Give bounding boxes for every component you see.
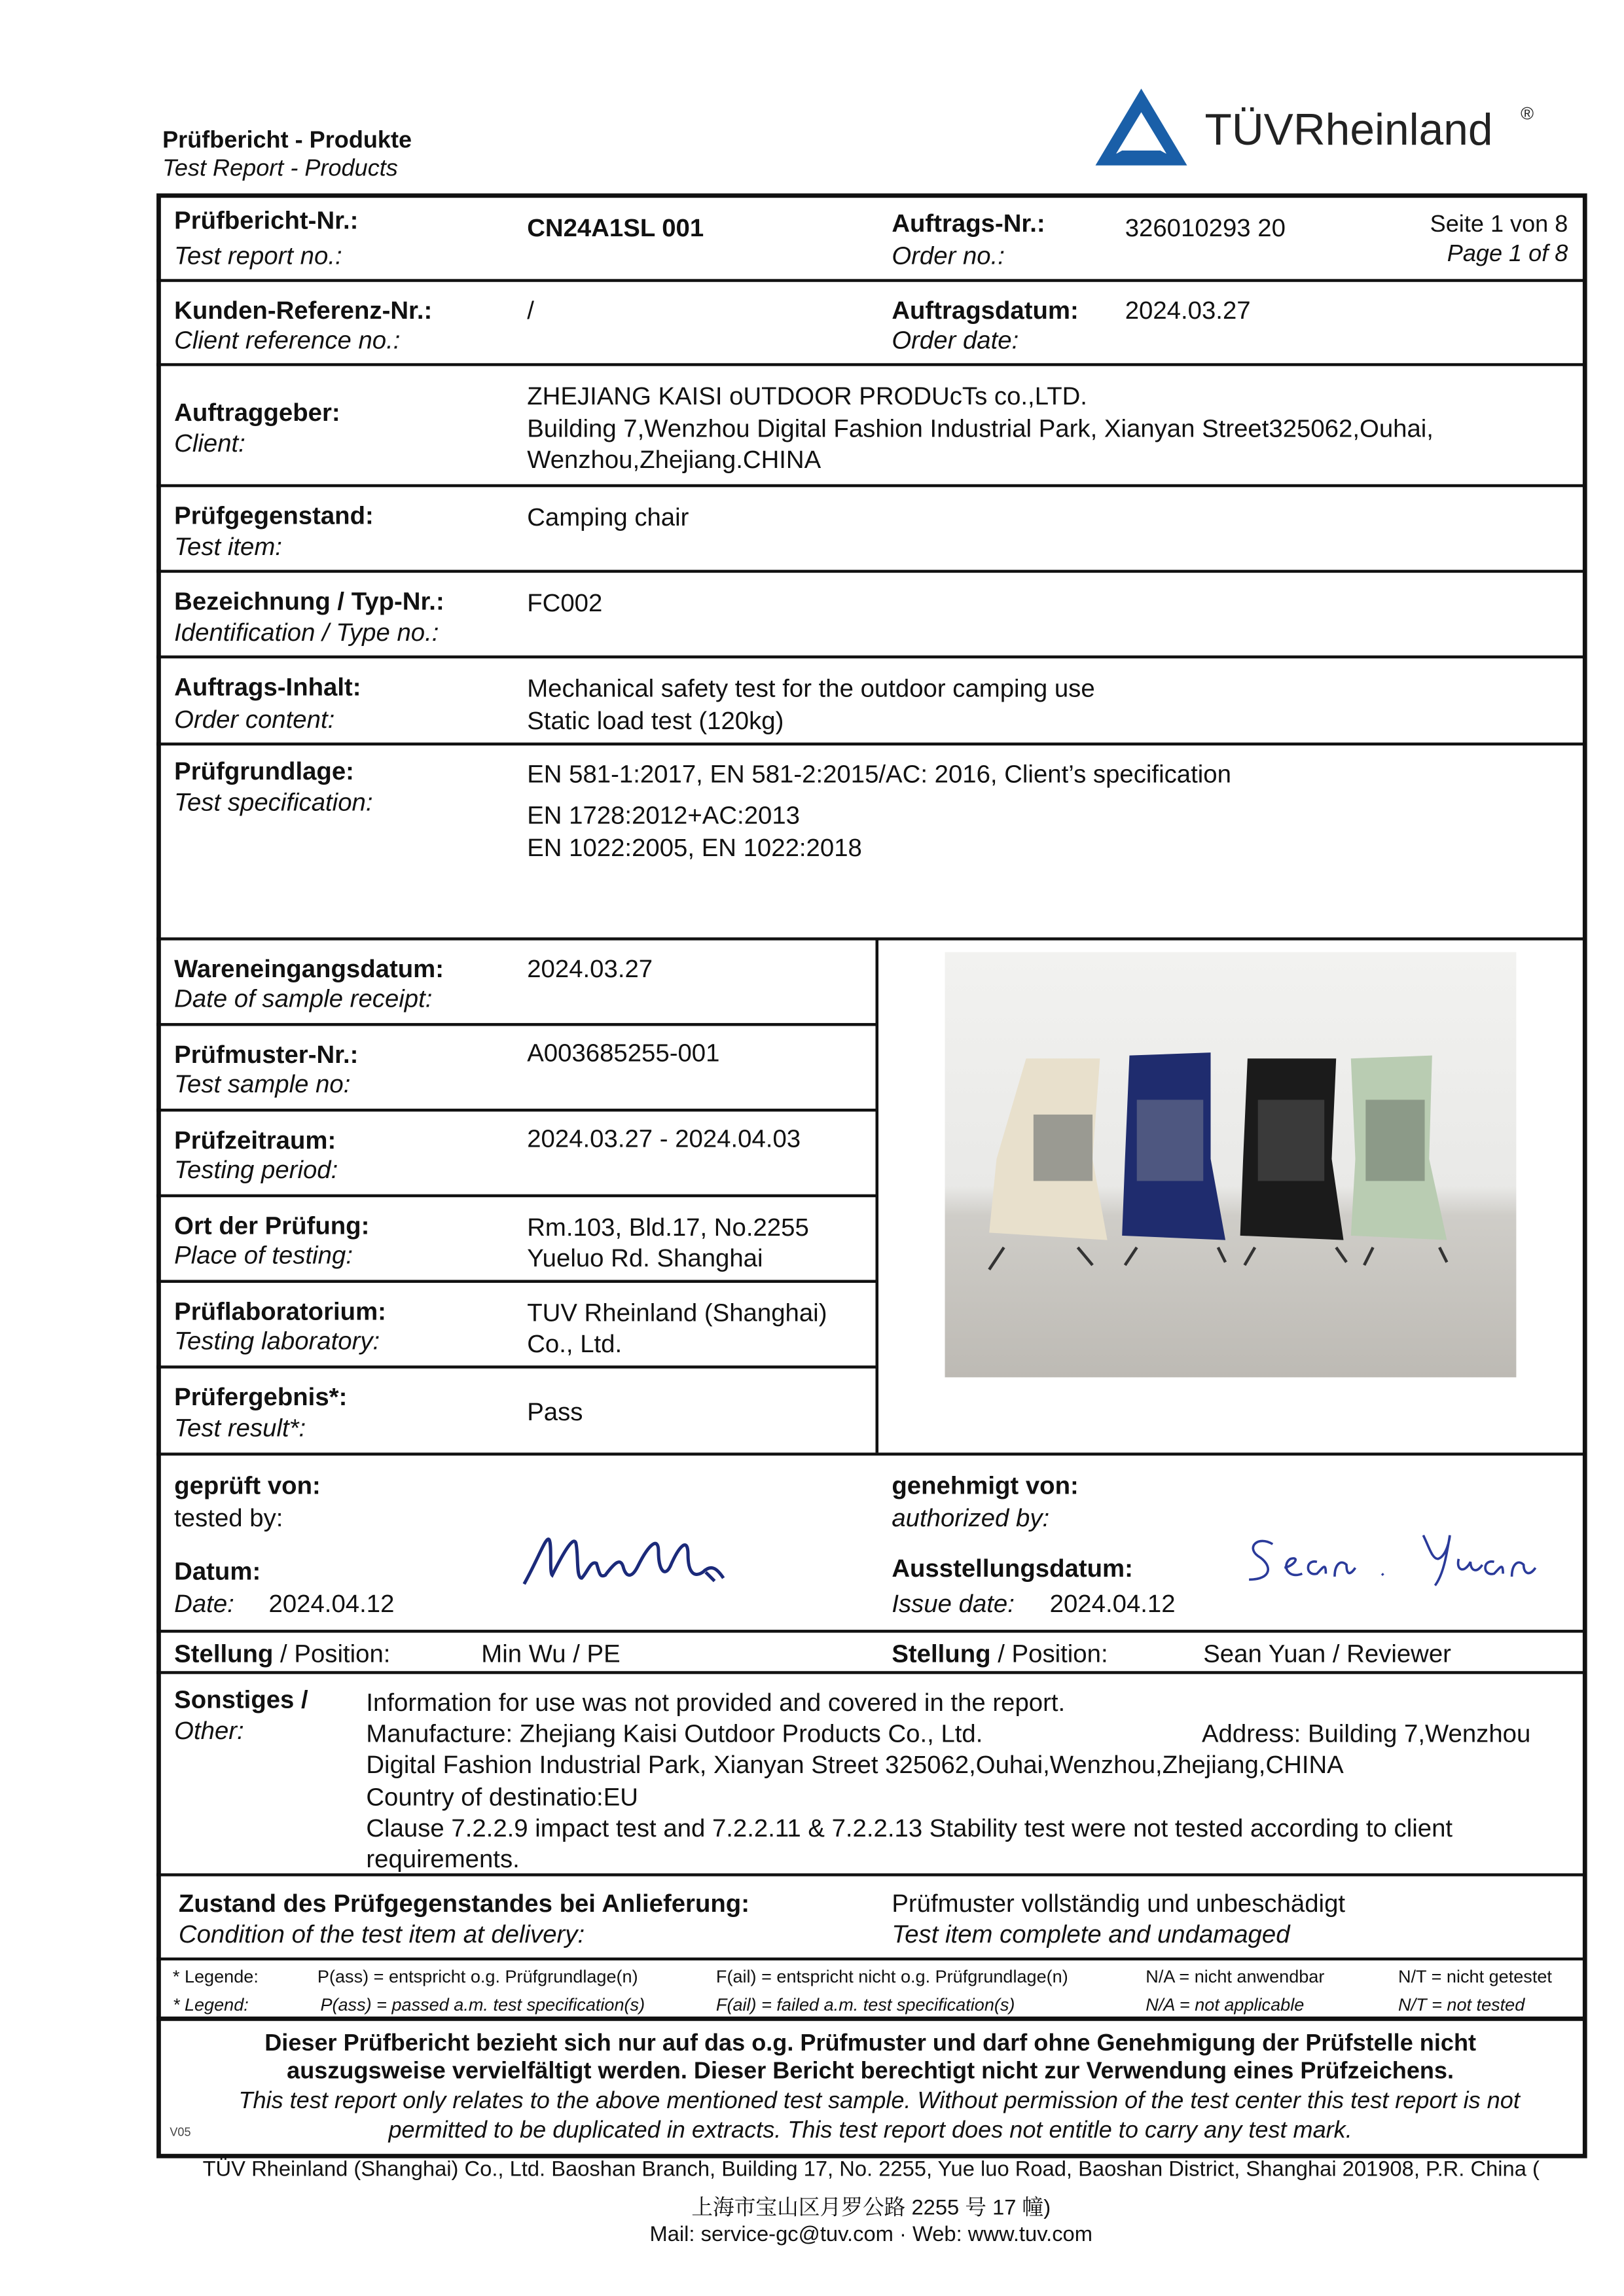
receipt-value: 2024.03.27 xyxy=(527,955,653,984)
result-value: Pass xyxy=(527,1397,583,1426)
lab-label-en: Testing laboratory: xyxy=(174,1327,380,1355)
other-address-part: Address: Building 7,Wenzhou xyxy=(1201,1719,1531,1748)
order-date-value: 2024.03.27 xyxy=(1125,296,1251,325)
date-value: 2024.04.12 xyxy=(268,1590,395,1619)
position-label-en: / Position: xyxy=(990,1640,1108,1668)
client-label-de: Auftraggeber: xyxy=(174,398,340,427)
footer-contact: Mail: service-gc@tuv.com · Web: www.tuv.com xyxy=(649,2223,1092,2247)
position-label-en: / Position: xyxy=(273,1640,391,1668)
test-item-value: Camping chair xyxy=(527,503,689,531)
camping-chairs-image xyxy=(945,952,1517,1378)
reviewer-signature xyxy=(1240,1524,1543,1594)
condition-value-de: Prüfmuster vollständig und unbeschädigt xyxy=(892,1890,1346,1918)
other-line-1: Information for use was not provided and covered in the report. xyxy=(366,1689,1066,1717)
legend-pass-en: P(ass) = passed a.m. test specification(s) xyxy=(320,1994,645,2015)
order-content-line-2: Static load test (120kg) xyxy=(527,707,784,736)
version-label: V05 xyxy=(170,2125,191,2140)
type-no-label-en: Identification / Type no.: xyxy=(174,619,439,647)
legend-fail-de: F(ail) = entspricht nicht o.g. Prüfgrundlage(n) xyxy=(715,1966,1068,1987)
logo-registered: ® xyxy=(1521,103,1534,124)
issue-date-label-de: Ausstellungsdatum: xyxy=(892,1554,1133,1583)
condition-value-en: Test item complete and undamaged xyxy=(892,1920,1290,1949)
result-label-de: Prüfergebnis*: xyxy=(174,1383,348,1412)
page-number-en: Page 1 of 8 xyxy=(1447,242,1568,268)
tester-position-label xyxy=(174,1639,390,1670)
order-date-label-de: Auftragsdatum: xyxy=(892,296,1079,325)
lab-line-1: TUV Rheinland (Shanghai) xyxy=(527,1299,827,1327)
legend-nt-de: N/T = nicht getestet xyxy=(1398,1966,1552,1987)
tested-by-label-en: tested by: xyxy=(174,1504,283,1533)
period-label-de: Prüfzeitraum: xyxy=(174,1126,336,1155)
tester-position-value: Min Wu / PE xyxy=(481,1640,621,1668)
sample-no-label-de: Prüfmuster-Nr.: xyxy=(174,1041,359,1069)
sample-no-value: A003685255-001 xyxy=(527,1039,720,1067)
footer-address-cn: 上海市宝山区月罗公路 2255 号 17 幢) xyxy=(691,2197,1051,2221)
legend-fail-en: F(ail) = failed a.m. test specification(s) xyxy=(715,1994,1015,2015)
other-label-en: Other: xyxy=(174,1717,244,1746)
legend-title-en: * Legend: xyxy=(172,1994,249,2015)
order-content-line-1: Mechanical safety test for the outdoor camping use xyxy=(527,674,1095,703)
lab-label-de: Prüflaboratorium: xyxy=(174,1297,386,1326)
disclaimer-de-1: Dieser Prüfbericht bezieht sich nur auf das o.g. Prüfmuster und darf ohne Genehmigung der Prüfstelle nicht xyxy=(264,2031,1477,2056)
position-label-de: Stellung xyxy=(174,1640,274,1668)
test-spec-line-2: EN 1728:2012+AC:2013 xyxy=(527,801,801,830)
disclaimer-en-1: This test report only relates to the above mentioned test sample. Without permission of the test center this test report is not xyxy=(238,2089,1520,2114)
tuv-triangle-icon xyxy=(1092,86,1190,168)
authorized-by-label-de: genehmigt von: xyxy=(892,1471,1079,1500)
report-no-value: CN24A1SL 001 xyxy=(527,214,704,242)
legend-nt-en: N/T = not tested xyxy=(1398,1994,1525,2015)
condition-label-en: Condition of the test item at delivery: xyxy=(178,1920,585,1949)
order-no-label-en: Order no.: xyxy=(892,242,1005,270)
authorized-by-label-en: authorized by: xyxy=(892,1504,1050,1533)
order-no-value: 326010293 20 xyxy=(1125,214,1286,242)
test-spec-label-en: Test specification: xyxy=(174,788,373,817)
order-no-label-de: Auftrags-Nr.: xyxy=(892,209,1045,238)
report-no-label-en: Test report no.: xyxy=(174,242,342,270)
legend-title-de: * Legende: xyxy=(172,1966,259,1987)
client-ref-label-de: Kunden-Referenz-Nr.: xyxy=(174,296,433,325)
page-number-de: Seite 1 von 8 xyxy=(1430,212,1568,238)
reviewer-position-label xyxy=(892,1639,1108,1670)
legend-na-en: N/A = not applicable xyxy=(1146,1994,1305,2015)
other-line-4: Country of destinatio:EU xyxy=(366,1783,638,1812)
footer-address: TÜV Rheinland (Shanghai) Co., Ltd. Baoshan Branch, Building 17, No. 2255, Yue luo Road, Baoshan District, Shanghai 201908, P.R. China ( xyxy=(202,2158,1540,2182)
sample-no-label-en: Test sample no: xyxy=(174,1070,351,1099)
test-spec-line-1: EN 581-1:2017, EN 581-2:2015/AC: 2016, Client’s specification xyxy=(527,760,1231,789)
date-label-de: Datum: xyxy=(174,1557,261,1586)
sample-photo xyxy=(945,952,1517,1378)
disclaimer-en-2: permitted to be duplicated in extracts. This test report does not entitle to carry any test mark. xyxy=(388,2118,1352,2144)
lab-line-2: Co., Ltd. xyxy=(527,1330,623,1359)
place-label-en: Place of testing: xyxy=(174,1241,353,1270)
order-content-label-en: Order content: xyxy=(174,706,335,734)
tested-by-label-de: geprüft von: xyxy=(174,1471,321,1500)
reviewer-position-value: Sean Yuan / Reviewer xyxy=(1203,1640,1451,1668)
test-spec-label-de: Prüfgrundlage: xyxy=(174,757,354,785)
report-no-label-de: Prüfbericht-Nr.: xyxy=(174,206,359,235)
other-line-2: Manufacture: Zhejiang Kaisi Outdoor Products Co., Ltd. xyxy=(366,1719,983,1748)
place-line-1: Rm.103, Bld.17, No.2255 xyxy=(527,1213,809,1242)
client-ref-value: / xyxy=(527,296,534,325)
other-label-de: Sonstiges / xyxy=(174,1685,308,1714)
client-name: ZHEJIANG KAISI oUTDOOR PRODUcTs co.,LTD. xyxy=(527,382,1087,411)
client-address-1: Building 7,Wenzhou Digital Fashion Industrial Park, Xianyan Street325062,Ouhai, xyxy=(527,414,1434,443)
logo-text: TÜVRheinland xyxy=(1204,106,1493,155)
test-item-label-en: Test item: xyxy=(174,533,282,562)
issue-date-value: 2024.04.12 xyxy=(1049,1590,1176,1619)
client-address-2: Wenzhou,Zhejiang.CHINA xyxy=(527,446,821,475)
other-line-5: Clause 7.2.2.9 impact test and 7.2.2.11 & 7.2.2.13 Stability test were not tested according to client xyxy=(366,1814,1453,1842)
client-ref-label-en: Client reference no.: xyxy=(174,326,401,355)
other-line-3: Digital Fashion Industrial Park, Xianyan Street 325062,Ouhai,Wenzhou,Zhejiang,CHINA xyxy=(366,1751,1344,1779)
receipt-label-de: Wareneingangsdatum: xyxy=(174,955,444,984)
test-spec-line-3: EN 1022:2005, EN 1022:2018 xyxy=(527,834,862,863)
place-line-2: Yueluo Rd. Shanghai xyxy=(527,1244,763,1273)
place-label-de: Ort der Prüfung: xyxy=(174,1211,370,1240)
receipt-label-en: Date of sample receipt: xyxy=(174,984,433,1013)
test-item-label-de: Prüfgegenstand: xyxy=(174,501,374,530)
issue-date-label-en: Issue date: xyxy=(892,1590,1015,1619)
date-label-en: Date: xyxy=(174,1590,234,1619)
type-no-value: FC002 xyxy=(527,588,603,617)
legend-na-de: N/A = nicht anwendbar xyxy=(1146,1966,1325,1987)
period-label-en: Testing period: xyxy=(174,1156,338,1184)
client-label-en: Client: xyxy=(174,429,245,458)
period-value: 2024.03.27 - 2024.04.03 xyxy=(527,1124,801,1153)
report-title-en: Test Report - Products xyxy=(162,156,398,182)
other-line-6: requirements. xyxy=(366,1845,520,1872)
tester-signature xyxy=(516,1528,753,1594)
tuv-logo xyxy=(1092,86,1534,176)
result-label-en: Test result*: xyxy=(174,1414,306,1443)
condition-label-de: Zustand des Prüfgegenstandes bei Anlieferung: xyxy=(178,1890,750,1918)
type-no-label-de: Bezeichnung / Typ-Nr.: xyxy=(174,587,444,616)
disclaimer-de-2: auszugsweise vervielfältigt werden. Dieser Bericht berechtigt nicht zur Verwendung eines Prüfzeichens. xyxy=(287,2059,1454,2085)
report-title-de: Prüfbericht - Produkte xyxy=(162,128,412,154)
order-date-label-en: Order date: xyxy=(892,326,1019,355)
legend-pass-de: P(ass) = entspricht o.g. Prüfgrundlage(n) xyxy=(317,1966,638,1987)
order-content-label-de: Auftrags-Inhalt: xyxy=(174,673,361,702)
position-label-de: Stellung xyxy=(892,1640,991,1668)
